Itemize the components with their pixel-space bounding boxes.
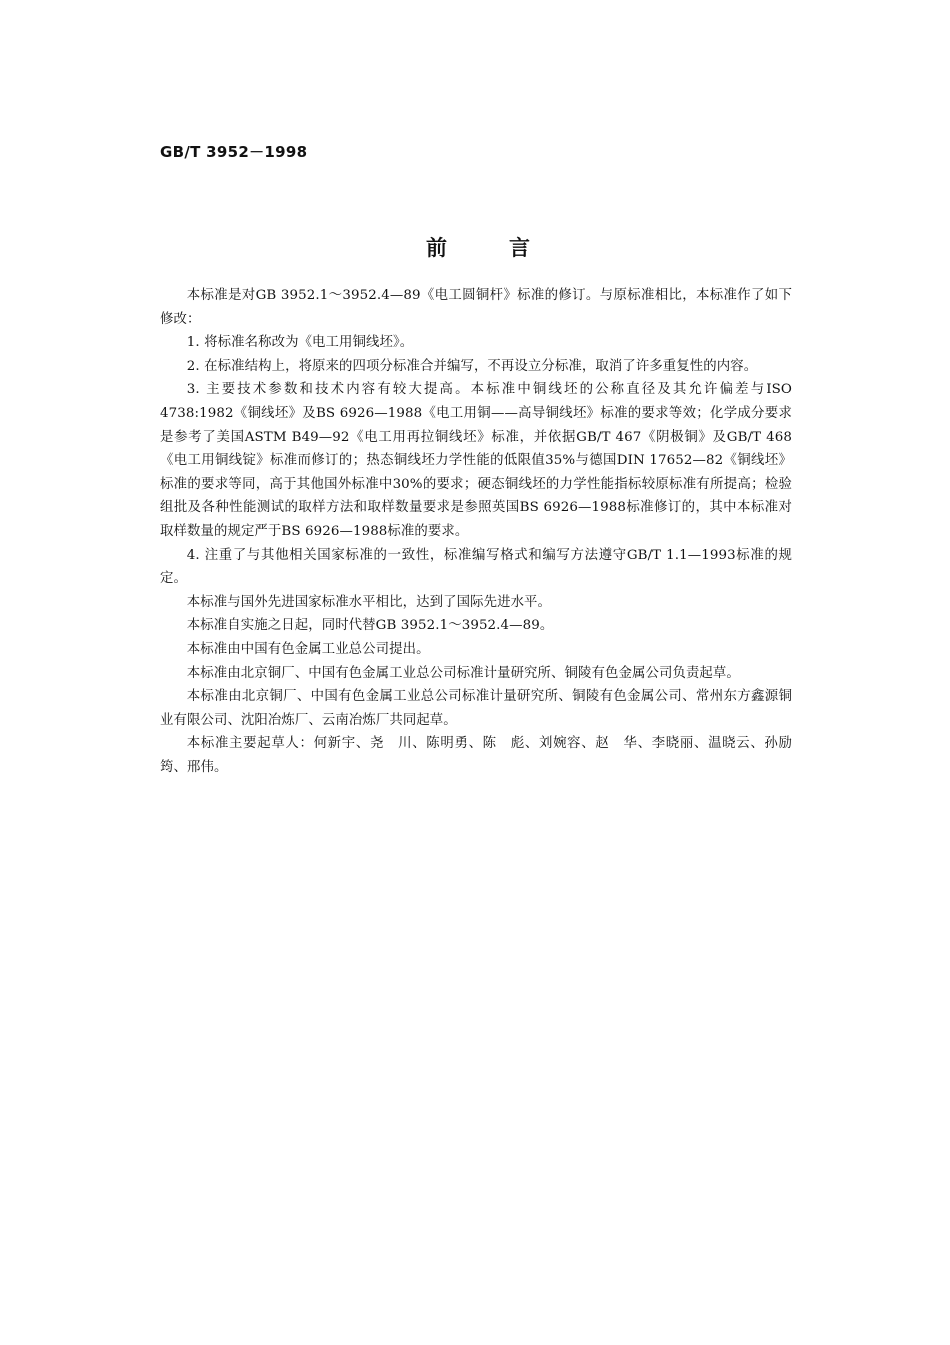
preface-body xyxy=(160,284,792,779)
paragraph-authors: 本标准主要起草人：何新宇、尧 川、陈明勇、陈 彪、刘婉容、赵 华、李晓丽、温晓云、孙励筠、邢伟。 xyxy=(160,736,792,775)
paragraph-replaces: 本标准自实施之日起，同时代替GB 3952.1～3952.4—89。 xyxy=(186,618,554,634)
paragraph-level: 本标准与国外先进国家标准水平相比，达到了国际先进水平。 xyxy=(186,594,552,610)
standard-code: GB/T 3952－1998 xyxy=(160,143,308,161)
paragraph-intro: 本标准是对GB 3952.1～3952.4—89《电工圆铜杆》标准的修订。与原标准相比，本标准作了如下修改： xyxy=(160,288,792,327)
paragraph-item-3: 3. 主要技术参数和技术内容有较大提高。本标准中铜线坯的公称直径及其允许偏差与ISO 4738:1982《铜线坯》及BS 6926—1988《电工用铜——高导铜线坯》标准的要求等效；化学成分要求是参考了美国ASTM B49—92《电工用再拉铜线坯》标准，并依据GB/T 467《阴极铜》及GB/T 468《电工用铜线锭》标准而修订的；热态铜线坯力学性能的低限值35%与德国DIN 17652—82《铜线坯》标准的要求等同，高于其他国外标准中30%的要求；硬态铜线坯的力学性能指标较原标准有所提高；检验组批及各种性能测试的取样方法和取样数量要求是参照英国BS 6926—1988标准修订的，其中本标准对取样数量的规定严于BS 6926—1988标准的要求。 xyxy=(160,382,792,539)
paragraph-responsible: 本标准由北京铜厂、中国有色金属工业总公司标准计量研究所、铜陵有色金属公司负责起草。 xyxy=(186,665,740,681)
paragraph-item-4: 4. 注重了与其他相关国家标准的一致性，标准编写格式和编写方法遵守GB/T 1.1—1993标准的规定。 xyxy=(160,547,792,587)
paragraph-item-2: 2. 在标准结构上，将原来的四项分标准合并编写，不再设立分标准，取消了许多重复性的内容。 xyxy=(186,358,758,374)
page-title: 前言 xyxy=(426,236,592,260)
paragraph-item-1: 1. 将标准名称改为《电工用铜线坯》。 xyxy=(186,335,414,351)
paragraph-co-drafters: 本标准由北京铜厂、中国有色金属工业总公司标准计量研究所、铜陵有色金属公司、常州东方鑫源铜业有限公司、沈阳冶炼厂、云南冶炼厂共同起草。 xyxy=(160,689,792,728)
paragraph-proposer: 本标准由中国有色金属工业总公司提出。 xyxy=(186,641,430,657)
